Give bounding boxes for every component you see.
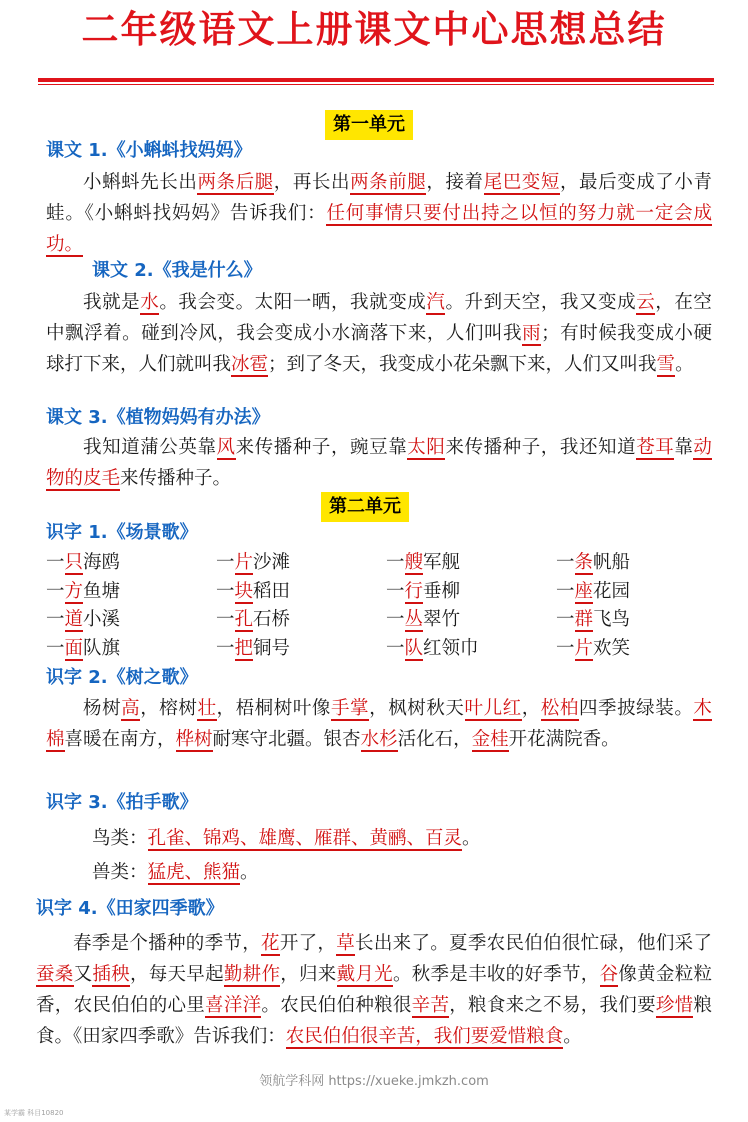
title-underline-thin [38,84,714,85]
highlight-phrase: 壮 [197,698,217,719]
measure-word: 道 [64,609,84,630]
paragraph-text: 我就是 [83,292,141,313]
highlight-phrase: 冰雹 [231,354,269,375]
cell-noun: 飞鸟 [593,609,631,630]
highlight-phrase: 蚕桑 [36,964,74,985]
paragraph-text: 像黄金粒粒香，农民伯伯的心里 [36,964,712,1016]
highlight-phrase: 勤耕作 [223,964,281,985]
cell-noun: 鱼塘 [83,580,121,602]
cell-prefix: 一 [216,580,235,602]
measure-word: 片 [574,637,594,659]
cell-prefix: 一 [46,637,65,659]
highlight-phrase: 金桂 [471,729,509,750]
highlight-phrase: 两条前腿 [350,172,427,193]
cell-prefix: 一 [386,637,405,659]
measure-word-cell [46,549,216,578]
cell-prefix: 一 [46,552,65,573]
paragraph-text: 四季披绿装。 [578,698,694,719]
beasts-label: 兽类： [92,862,148,883]
highlight-phrase: 动物的皮毛 [46,437,712,489]
cell-prefix: 一 [216,609,235,630]
measure-word: 把 [234,637,254,659]
paragraph-text: ，粮食来之不易，我们要 [449,995,656,1016]
paragraph-text: ，榕树 [140,698,198,719]
paragraph-text: 。 [563,1026,582,1047]
highlight-phrase: 桦树 [175,729,213,750]
highlight-phrase: 手掌 [330,698,370,719]
paragraph-text: ， [521,698,541,719]
measure-word-cell [46,606,216,635]
highlight-phrase: 雨 [522,323,542,344]
measure-word-cell [556,578,726,607]
paragraph-text: ，在空中飘浮着。碰到冷风，我会变成小水滴落下来，人们叫我 [46,292,712,344]
corner-mark: 某学霸 科目10820 [4,1109,64,1117]
cell-prefix: 一 [386,609,405,630]
birds-line [92,824,481,854]
paragraph-text: 。农民伯伯种粮很 [261,995,412,1016]
paragraph-text: 小蝌蚪先长出 [83,172,198,193]
cell-noun: 队旗 [83,637,121,659]
highlight-phrase: 水 [140,292,160,313]
highlight-phrase: 两条后腿 [197,172,274,193]
birds-list: 孔雀、锦鸡、雄鹰、雁群、黄鹂、百灵 [147,828,463,849]
highlight-phrase: 高 [121,698,141,719]
lesson-heading-2: 课文 2.《我是什么》 [92,260,262,281]
lesson-heading-3: 课文 3.《植物妈妈有办法》 [46,407,270,428]
lesson-paragraph [36,928,712,1052]
cell-prefix: 一 [216,637,235,659]
measure-word: 艘 [404,552,424,573]
measure-word-cell [386,635,556,664]
measure-word: 孔 [234,609,254,630]
measure-word: 行 [404,580,424,602]
paragraph-text: 来传播种子，我还知道 [445,437,637,458]
highlight-phrase: 松柏 [540,698,579,719]
lesson-paragraph [46,167,712,260]
measure-word-cell [46,635,216,664]
cell-prefix: 一 [556,580,575,602]
paragraph-text: 来传播种子。 [120,468,232,489]
beasts-list: 猛虎、熊猫 [147,862,241,883]
highlight-phrase: 草 [336,933,356,954]
lesson-heading-5: 识字 2.《树之歌》 [46,667,198,688]
paragraph-text: ，归来 [280,964,337,985]
lesson-paragraph [46,693,712,755]
cell-prefix: 一 [556,609,575,630]
measure-word: 丛 [404,609,424,630]
measure-word-cell [216,549,386,578]
footer-watermark: 领航学科网 https://xueke.jmkzh.com [259,1074,489,1089]
highlight-phrase: 云 [636,292,656,313]
paragraph-text: ，接着 [426,172,484,193]
paragraph-text: ，枫树秋天 [369,698,465,719]
cell-noun: 帆船 [593,552,631,573]
cell-noun: 沙滩 [253,552,291,573]
paragraph-text: 春季是个播种的季节， [73,933,262,954]
measure-word-cell [216,606,386,635]
cell-prefix: 一 [46,580,65,602]
paragraph-text: 靠 [674,437,694,458]
highlight-phrase: 插秧 [92,964,130,985]
lesson-heading-7: 识字 4.《田家四季歌》 [36,898,224,919]
paragraph-text: ，最后变成了小青蛙。《小蝌蚪找妈妈》告诉我们： [46,172,712,224]
beasts-line [92,858,259,888]
cell-noun: 军舰 [423,552,461,573]
paragraph-text: 开了， [279,933,337,954]
cell-noun: 铜号 [253,637,291,659]
paragraph-text: ；有时候我变成小硬球打下来，人们就叫我 [46,323,712,375]
unit-badge-1: 第一单元 [325,110,413,140]
paragraph-text: ；到了冬天，我变成小花朵飘下来，人们又叫我 [268,354,657,375]
measure-word-cell [556,635,726,664]
page-title: 二年级语文上册课文中心思想总结 [81,8,667,51]
paragraph-text: 耐寒守北疆。银杏 [212,729,361,750]
cell-noun: 稻田 [253,580,291,602]
lesson-heading-4: 识字 1.《场景歌》 [46,522,198,543]
paragraph-text: ，梧桐树叶像 [216,698,331,719]
paragraph-text: 。 [675,354,694,375]
paragraph-text: ，每天早起 [129,964,224,985]
measure-word-cell [216,578,386,607]
cell-noun: 欢笑 [593,637,631,659]
paragraph-text: 杨树 [83,698,122,719]
cell-prefix: 一 [46,609,65,630]
cell-noun: 红领巾 [423,637,479,659]
paragraph-text: 喜暖在南方， [64,729,176,750]
measure-word-cell [386,578,556,607]
paragraph-text: 我知道蒲公英靠 [83,437,217,458]
measure-word: 队 [404,637,424,659]
highlight-phrase: 水杉 [360,729,398,750]
measure-word: 片 [234,552,254,573]
measure-word: 条 [574,552,594,573]
highlight-phrase: 辛苦 [411,995,450,1016]
paragraph-text: 活化石， [397,729,472,750]
measure-word: 只 [64,552,84,573]
cell-prefix: 一 [386,580,405,602]
highlight-phrase: 喜洋洋 [205,995,262,1016]
measure-word-cell [46,578,216,607]
highlight-phrase: 木棉 [46,698,712,750]
highlight-phrase: 农民伯伯很辛苦，我们要爱惜粮食 [285,1026,564,1047]
title-underline [38,78,714,82]
beasts-end: 。 [240,862,259,883]
highlight-phrase: 叶儿红 [464,698,522,719]
cell-noun: 垂柳 [423,580,461,602]
highlight-phrase: 风 [216,437,236,458]
cell-prefix: 一 [216,552,235,573]
measure-word-cell [386,606,556,635]
highlight-phrase: 苍耳 [636,437,675,458]
cell-noun: 石桥 [253,609,291,630]
cell-prefix: 一 [556,552,575,573]
cell-prefix: 一 [386,552,405,573]
measure-word-cell [386,549,556,578]
highlight-phrase: 花 [261,933,280,954]
measure-word-cell [556,549,726,578]
cell-prefix: 一 [556,637,575,659]
paragraph-text: ，再长出 [273,172,351,193]
birds-label: 鸟类： [92,828,148,849]
highlight-phrase: 珍惜 [655,995,694,1016]
highlight-phrase: 雪 [656,354,676,375]
paragraph-text: 开花满院香。 [508,729,620,750]
paragraph-text: 。秋季是丰收的好季节， [392,964,600,985]
paragraph-text: 。升到天空，我又变成 [445,292,637,313]
cell-noun: 花园 [593,580,631,602]
cell-noun: 小溪 [83,609,121,630]
highlight-phrase: 任何事情只要付出持之以恒的努力就一定会成功。 [46,203,712,255]
measure-word-grid [46,549,726,663]
highlight-phrase: 尾巴变短 [483,172,560,193]
measure-word: 块 [234,580,254,602]
birds-end: 。 [462,828,481,849]
highlight-phrase: 太阳 [407,437,446,458]
measure-word: 面 [64,637,84,659]
measure-word-cell [556,606,726,635]
measure-word: 方 [64,580,84,602]
highlight-phrase: 谷 [599,964,619,985]
unit-badge-2: 第二单元 [321,492,409,522]
paragraph-text: 长出来了。夏季农民伯伯很忙碌，他们采了 [355,933,712,954]
lesson-paragraph [46,287,712,380]
lesson-heading-6: 识字 3.《拍手歌》 [46,792,198,813]
paragraph-text: 。我会变。太阳一晒，我就变成 [159,292,427,313]
highlight-phrase: 戴月光 [336,964,393,985]
cell-noun: 翠竹 [423,609,461,630]
lesson-heading-1: 课文 1.《小蝌蚪找妈妈》 [46,140,252,161]
lesson-paragraph [46,432,712,494]
measure-word: 座 [574,580,594,602]
paragraph-text: 又 [73,964,93,985]
measure-word: 群 [574,609,594,630]
paragraph-text: 粮食。《田家四季歌》告诉我们： [36,995,712,1047]
cell-noun: 海鸥 [83,552,121,573]
paragraph-text: 来传播种子，豌豆靠 [235,437,408,458]
highlight-phrase: 汽 [426,292,446,313]
measure-word-cell [216,635,386,664]
